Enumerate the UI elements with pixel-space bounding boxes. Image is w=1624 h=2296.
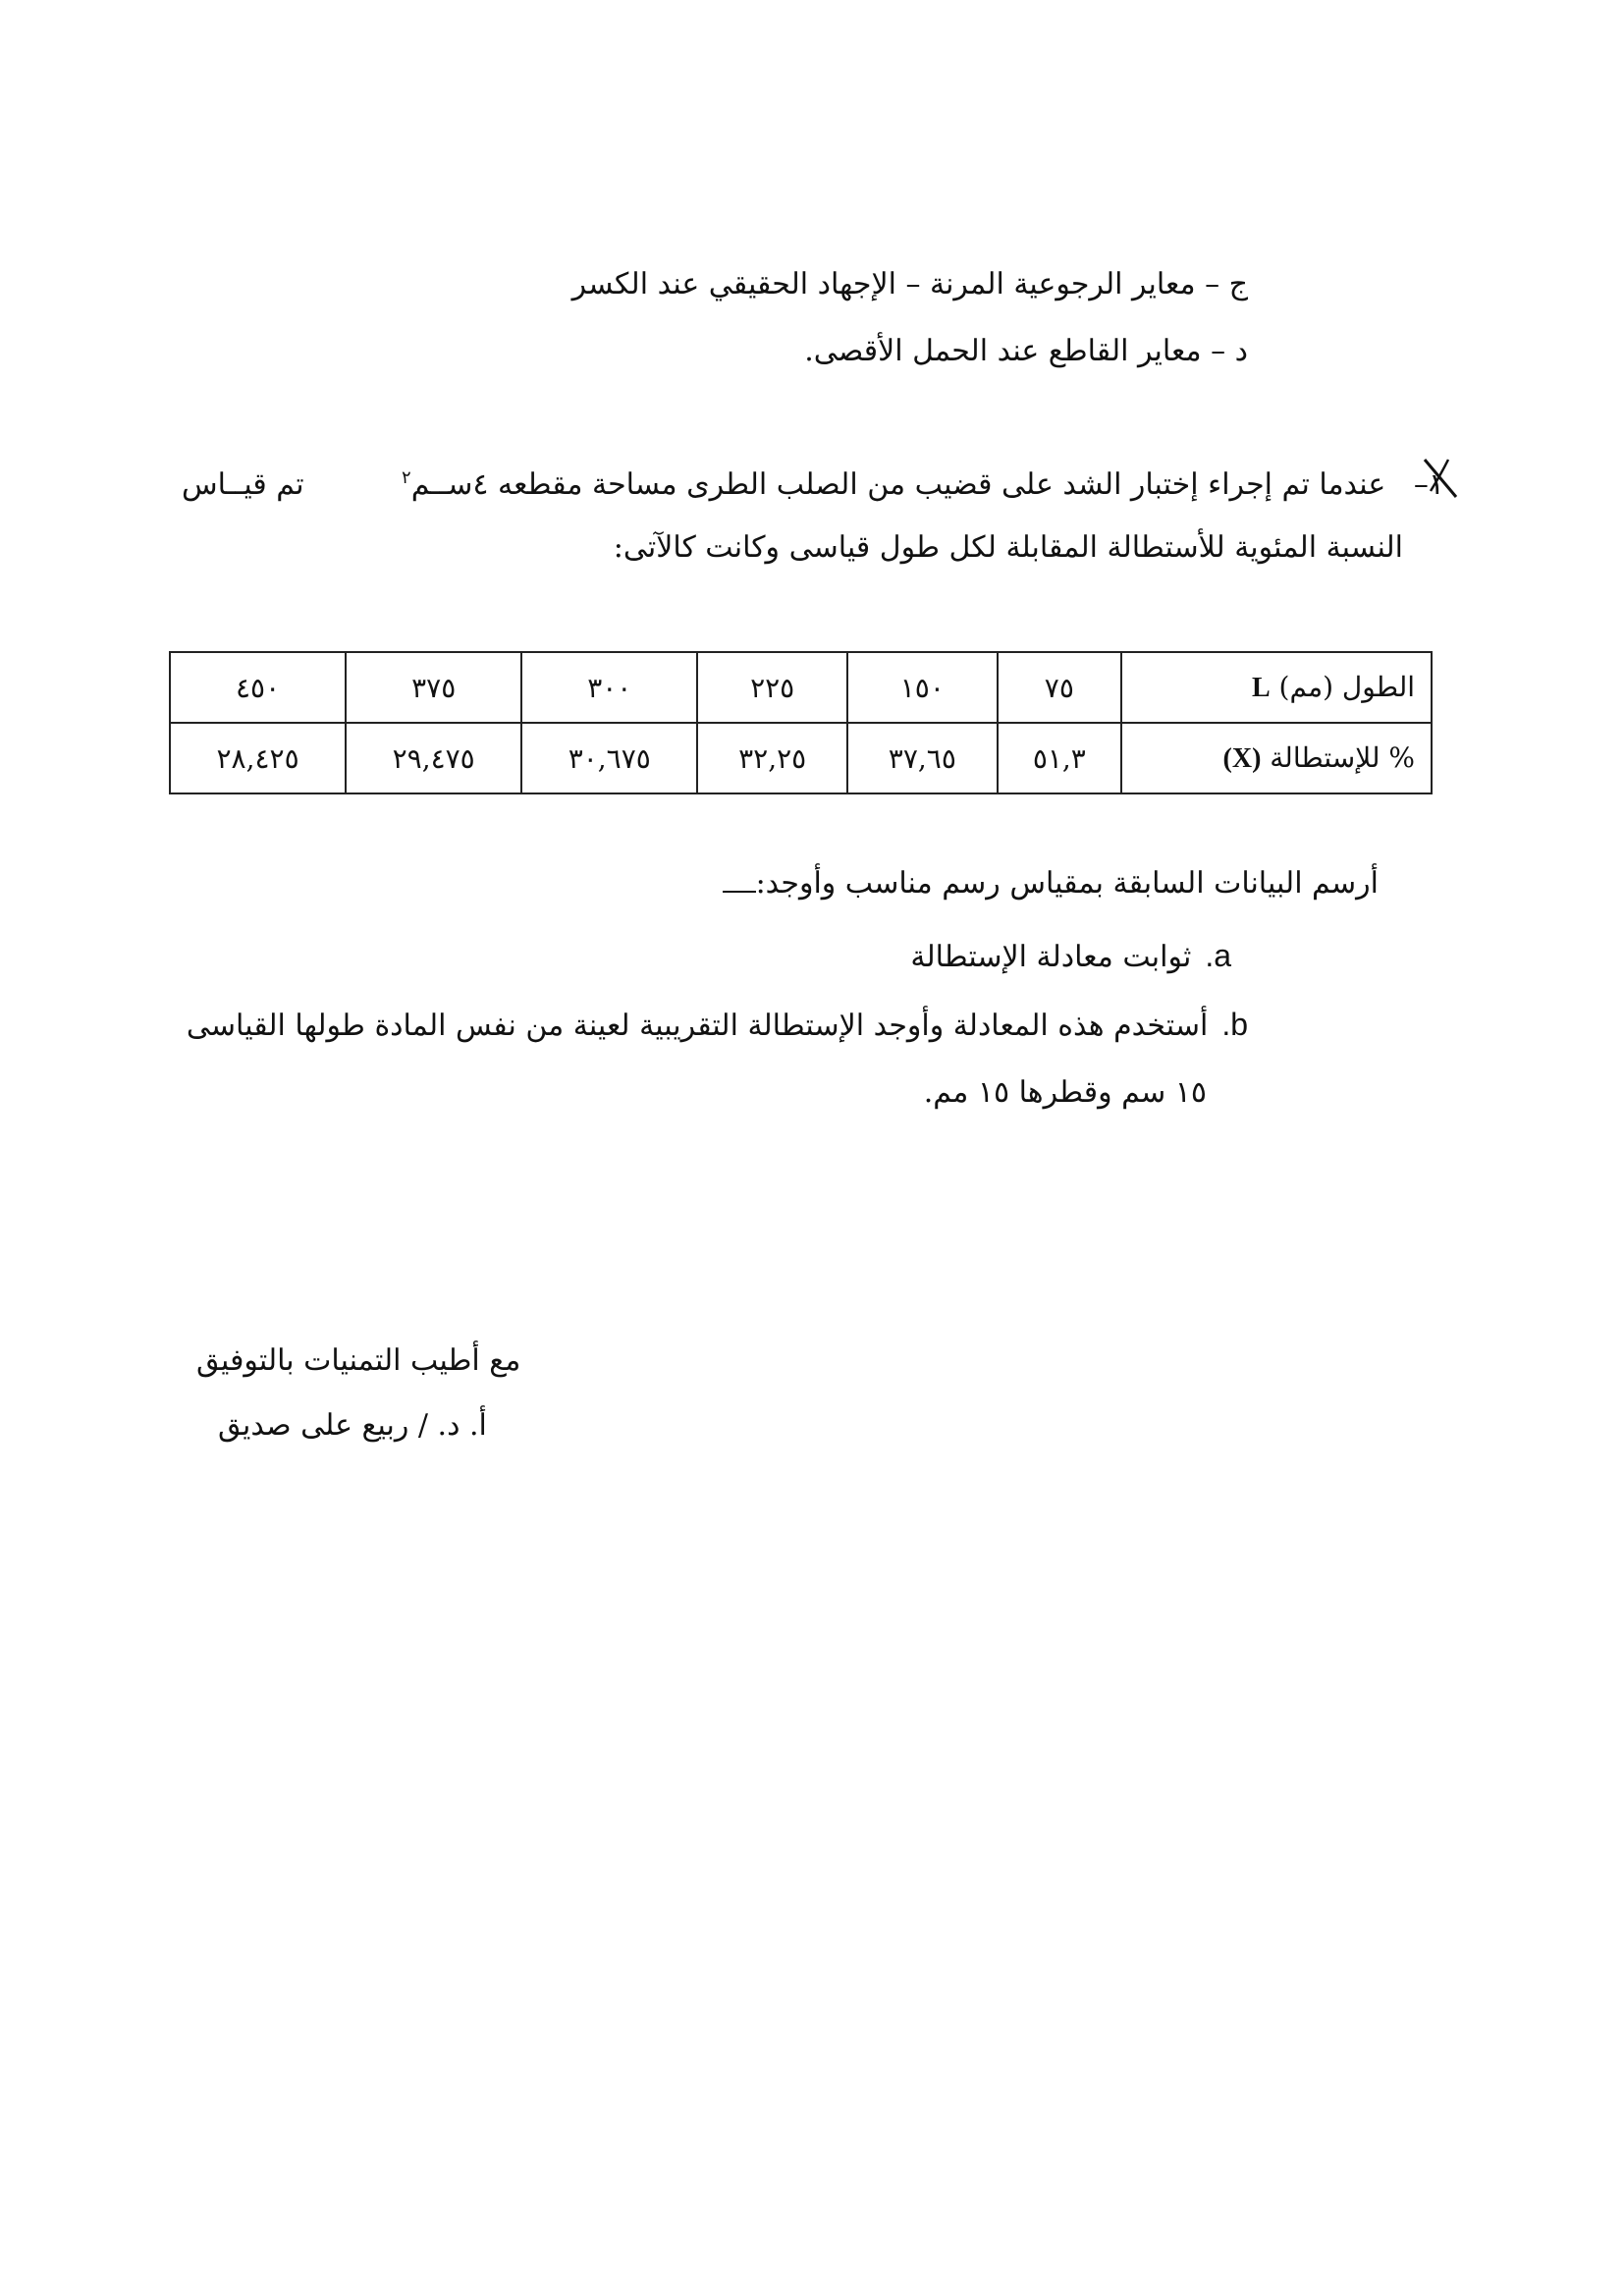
handwritten-x-mark-icon <box>1419 458 1460 501</box>
row-header-elongation-text: % للإستطالة <box>1270 741 1415 774</box>
length-cell: ٢٢٥ <box>697 652 847 723</box>
item-a-label: a. <box>1205 938 1231 973</box>
item-a <box>910 938 1231 974</box>
superscript-2: ٢ <box>402 467 411 488</box>
question-1-line-1 <box>182 467 1444 502</box>
closing-wishes: مع أطيب التمنيات بالتوفيق <box>196 1343 521 1378</box>
length-cell: ٣٠٠ <box>521 652 697 723</box>
data-table <box>169 651 1433 794</box>
elongation-cell: ٢٩,٤٧٥ <box>346 723 521 793</box>
length-cell: ١٥٠ <box>847 652 998 723</box>
symbol-X: (X) <box>1222 743 1262 774</box>
row-header-length-text: الطول (مم) <box>1278 671 1415 703</box>
row-header-elongation <box>1121 723 1432 793</box>
elongation-cell: ٣٧,٦٥ <box>847 723 998 793</box>
item-b <box>186 1007 1248 1043</box>
item-a-text: ثوابت معادلة الإستطالة <box>910 940 1192 974</box>
length-cell: ٣٧٥ <box>346 652 521 723</box>
underline-mark <box>723 890 756 893</box>
symbol-L: L <box>1251 673 1271 703</box>
option-d: د – معاير القاطع عند الحمل الأقصى. <box>804 334 1248 368</box>
question-number-text: ١– <box>1413 467 1444 502</box>
instructions-intro <box>723 866 1379 901</box>
item-b-continuation: ١٥ سم وقطرها ١٥ مم. <box>923 1075 1207 1110</box>
elongation-cell: ٣٢,٢٥ <box>697 723 847 793</box>
length-cell: ٧٥ <box>998 652 1121 723</box>
question-1-line-2: النسبة المئوية للأستطالة المقابلة لكل طول قياسى وكانت كالآتى: <box>613 530 1403 565</box>
question-1-intro-end: تم قيــاس <box>182 467 304 502</box>
item-b-label: b. <box>1221 1007 1248 1042</box>
item-b-text: أستخدم هذه المعادلة وأوجد الإستطالة التقريبية لعينة من نفس المادة طولها القياسى <box>186 1009 1209 1043</box>
option-c: ج – معاير الرجوعية المرنة – الإجهاد الحقيقي عند الكسر <box>571 267 1248 301</box>
elongation-cell: ٣٠,٦٧٥ <box>521 723 697 793</box>
length-cell: ٤٥٠ <box>170 652 346 723</box>
question-number <box>1414 467 1444 502</box>
table-row-length <box>170 652 1432 723</box>
question-1-text <box>402 467 1444 502</box>
question-1-intro: عندما تم إجراء إختبار الشد على قضيب من الصلب الطرى مساحة مقطعه ٤ســم <box>410 467 1386 502</box>
elongation-cell: ٢٨,٤٢٥ <box>170 723 346 793</box>
row-header-length <box>1121 652 1432 723</box>
instructions-intro-text: أرسم البيانات السابقة بمقياس رسم مناسب وأوجد: <box>755 866 1379 901</box>
signature: أ. د. / ربيع على صديق <box>218 1408 487 1443</box>
elongation-cell: ٥١,٣ <box>998 723 1121 793</box>
table-row-elongation <box>170 723 1432 793</box>
